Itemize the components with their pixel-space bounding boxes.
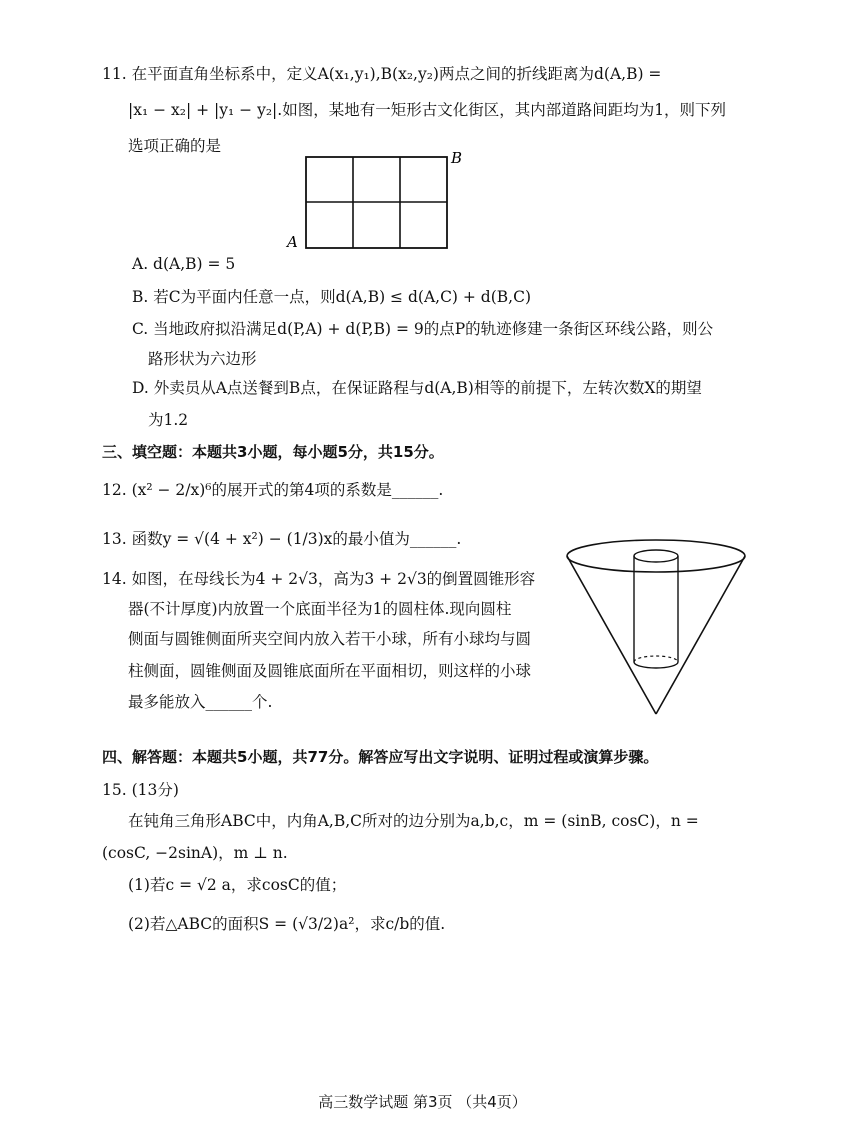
q11-stem-line-3: 选项正确的是: [128, 137, 222, 155]
q11-option-b: B. 若C为平面内任意一点，则d(A,B) ≤ d(A,C) + d(B,C): [132, 288, 532, 306]
point-a-label: A: [287, 233, 298, 251]
cylinder-bottom-front: [634, 662, 678, 668]
q15-stem-line-2: (cosC, −2sinA)，m ⊥ n.: [102, 844, 288, 862]
q13: 13. 函数y = √(4 + x²) − (1/3)x的最小值为______.: [102, 530, 462, 548]
q14-line-3: 侧面与圆锥侧面所夹空间内放入若干小球，所有小球均与圆: [128, 630, 532, 648]
q15-header: 15. (13分): [102, 781, 179, 799]
section-4-heading: 四、解答题：本题共5小题，共77分。解答应写出文字说明、证明过程或演算步骤。: [102, 748, 659, 766]
q11-option-c-cont: 路形状为六边形: [148, 350, 257, 368]
cone-figure: [560, 536, 760, 721]
q11-stem-line-1: 11. 在平面直角坐标系中，定义A(x₁,y₁),B(x₂,y₂)两点之间的折线距离为d(A,B) =: [102, 65, 662, 83]
q12: 12. (x² − 2/x)⁶的展开式的第4项的系数是______.: [102, 481, 444, 499]
q15-stem-line-1: 在钝角三角形ABC中，内角A,B,C所对的边分别为a,b,c，m = (sinB, cosC)，n =: [128, 812, 699, 830]
q11-option-a: A. d(A,B) = 5: [132, 255, 236, 273]
cylinder-top: [634, 550, 678, 562]
q14-line-4: 柱侧面，圆锥侧面及圆锥底面所在平面相切，则这样的小球: [128, 662, 532, 680]
cone-right-side: [656, 556, 745, 714]
q15-part-1: (1)若c = √2 a，求cosC的值；: [128, 876, 347, 894]
grid-figure: [280, 148, 480, 258]
page-footer: 高三数学试题 第3页 （共4页）: [318, 1093, 527, 1111]
q14-line-5: 最多能放入______个.: [128, 693, 273, 711]
section-3-heading: 三、填空题：本题共3小题，每小题5分，共15分。: [102, 443, 444, 461]
cylinder-bottom-back: [634, 656, 678, 662]
q11-option-d: D. 外卖员从A点送餐到B点，在保证路程与d(A,B)相等的前提下，左转次数X的期望: [132, 379, 702, 397]
q14-line-1: 14. 如图，在母线长为4 + 2√3，高为3 + 2√3的倒置圆锥形容: [102, 570, 536, 588]
point-b-label: B: [451, 149, 463, 167]
q11-stem-line-2: |x₁ − x₂| + |y₁ − y₂|.如图，某地有一矩形古文化街区，其内部道路间距均为1，则下列: [128, 101, 727, 119]
cone-rim: [567, 540, 745, 572]
q14-line-2: 器(不计厚度)内放置一个底面半径为1的圆柱体.现向圆柱: [128, 600, 512, 618]
q15-part-2: (2)若△ABC的面积S = (√3/2)a²，求c/b的值.: [128, 915, 446, 933]
q11-option-d-cont: 为1.2: [148, 411, 189, 429]
q11-option-c: C. 当地政府拟沿满足d(P,A) + d(P,B) = 9的点P的轨迹修建一条街区环线公路，则公: [132, 320, 714, 338]
cone-left-side: [567, 556, 656, 714]
